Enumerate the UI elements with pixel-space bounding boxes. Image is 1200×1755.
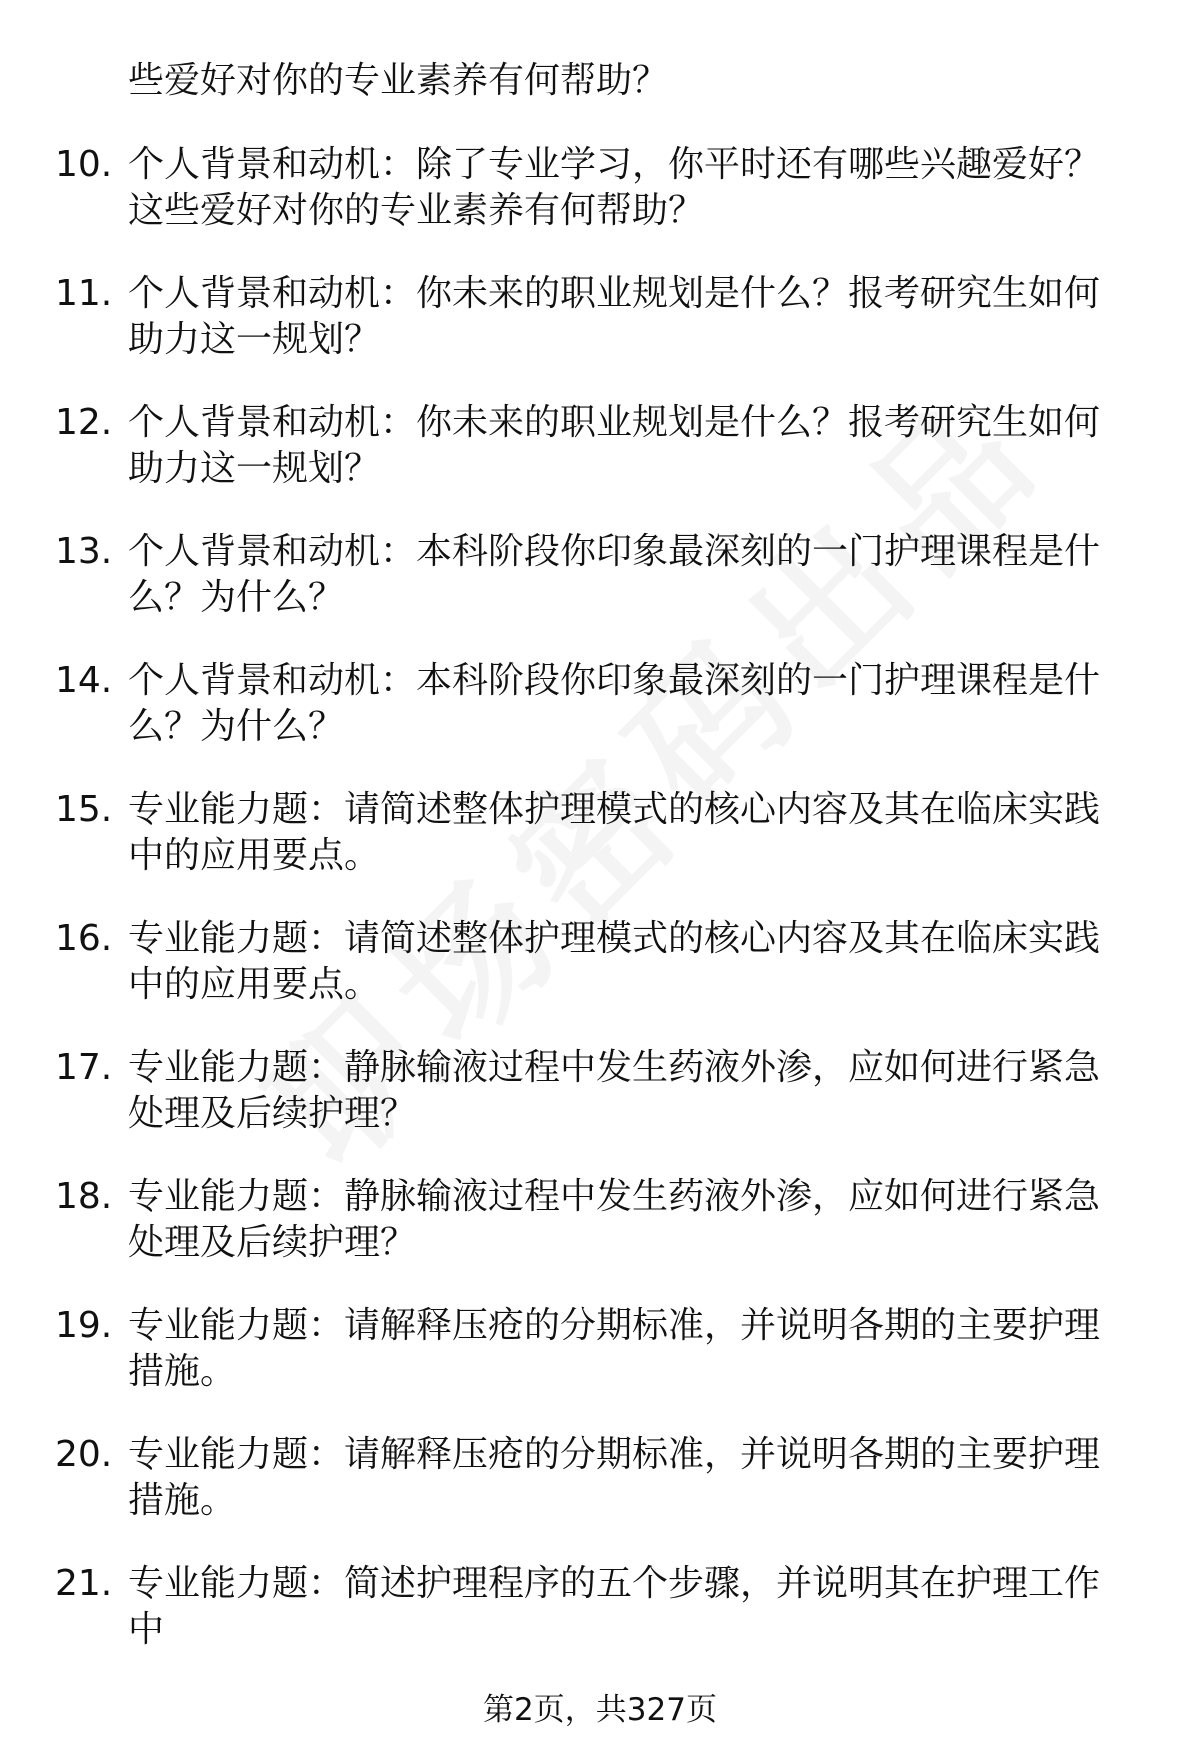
question-item [55, 787, 1135, 879]
question-number: 12. [55, 402, 113, 443]
question-number: 17. [55, 1047, 113, 1088]
continued-text: 些爱好对你的专业素养有何帮助？ [128, 60, 669, 101]
question-item [55, 658, 1135, 750]
question-item [55, 1432, 1135, 1524]
question-number: 11. [55, 273, 113, 314]
question-item [55, 271, 1135, 363]
question-item [55, 1303, 1135, 1395]
question-text: 专业能力题：请解释压疮的分期标准，并说明各期的主要护理措施。 [128, 1305, 1101, 1392]
question-item [55, 142, 1135, 234]
question-text: 个人背景和动机：你未来的职业规划是什么？报考研究生如何助力这一规划？ [128, 273, 1101, 360]
question-text: 专业能力题：请解释压疮的分期标准，并说明各期的主要护理措施。 [128, 1434, 1101, 1521]
question-number: 10. [55, 144, 113, 185]
page-footer: 第2页，共327页 [483, 1692, 717, 1728]
question-item [55, 916, 1135, 1008]
question-number: 19. [55, 1305, 113, 1346]
question-text: 个人背景和动机：你未来的职业规划是什么？报考研究生如何助力这一规划？ [128, 402, 1101, 489]
question-text: 专业能力题：简述护理程序的五个步骤，并说明其在护理工作中 [128, 1563, 1101, 1650]
question-number: 16. [55, 918, 113, 959]
question-text: 专业能力题：静脉输液过程中发生药液外渗，应如何进行紧急处理及后续护理？ [128, 1047, 1101, 1134]
question-text: 个人背景和动机：除了专业学习，你平时还有哪些兴趣爱好？这些爱好对你的专业素养有何帮助？ [128, 144, 1101, 231]
question-item [55, 1045, 1135, 1137]
question-item [55, 1174, 1135, 1266]
question-number: 20. [55, 1434, 113, 1475]
question-text: 专业能力题：静脉输液过程中发生药液外渗，应如何进行紧急处理及后续护理？ [128, 1176, 1101, 1263]
question-item [55, 400, 1135, 492]
question-number: 13. [55, 531, 113, 572]
question-text: 个人背景和动机：本科阶段你印象最深刻的一门护理课程是什么？为什么？ [128, 660, 1101, 747]
question-number: 18. [55, 1176, 113, 1217]
question-text: 专业能力题：请简述整体护理模式的核心内容及其在临床实践中的应用要点。 [128, 789, 1101, 876]
question-number: 14. [55, 660, 113, 701]
question-item [55, 1561, 1135, 1653]
question-number: 21. [55, 1563, 113, 1604]
question-list [55, 58, 1135, 1690]
question-number: 15. [55, 789, 113, 830]
question-text: 个人背景和动机：本科阶段你印象最深刻的一门护理课程是什么？为什么？ [128, 531, 1101, 618]
question-item [55, 529, 1135, 621]
question-text: 专业能力题：请简述整体护理模式的核心内容及其在临床实践中的应用要点。 [128, 918, 1101, 1005]
